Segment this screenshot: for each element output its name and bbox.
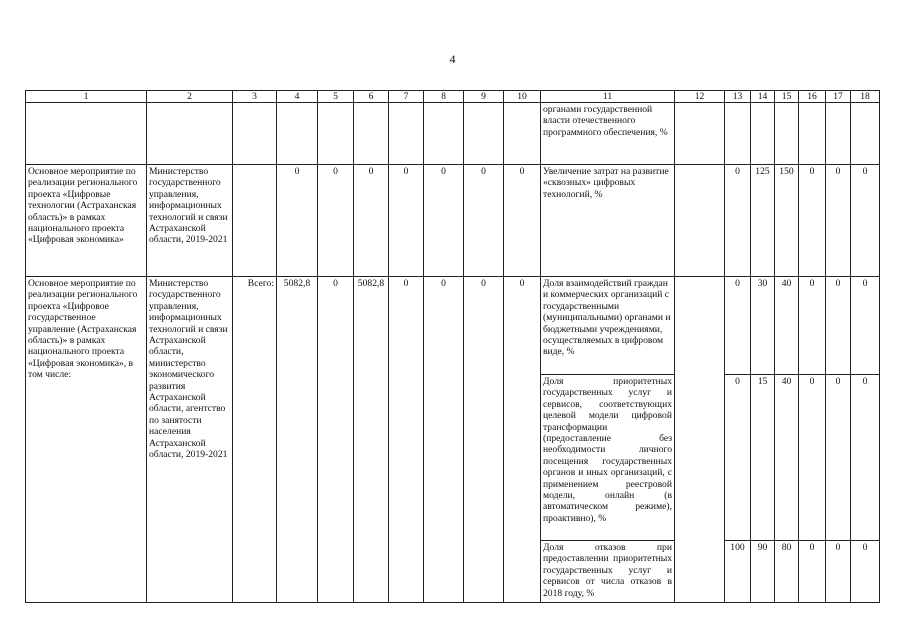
indicator-value: 150 [775,165,799,277]
indicator-value: 0 [826,375,851,541]
indicator-text: Увеличение затрат на развитие «сквозных» цифровых технологий, % [541,165,675,277]
indicator-value: 0 [851,165,880,277]
header-cell: 14 [751,91,775,103]
header-cell: 3 [233,91,277,103]
value-cell: 0 [464,165,504,277]
empty-cell [675,277,725,603]
header-cell: 5 [318,91,354,103]
header-cell: 1 [26,91,147,103]
indicator-value: 0 [725,277,751,375]
value-cell: 0 [389,277,424,603]
header-cell: 13 [725,91,751,103]
indicator-value: 0 [799,375,826,541]
value-cell: 5082,8 [277,277,318,603]
value-cell: 0 [318,277,354,603]
indicator-value: 0 [799,165,826,277]
indicator-value: 0 [725,375,751,541]
header-cell: 6 [354,91,389,103]
indicator-value: 0 [799,277,826,375]
table-row-digital-governance [26,277,880,375]
header-cell: 15 [775,91,799,103]
indicator-value: 100 [725,541,751,603]
indicator-value: 0 [826,165,851,277]
value-cell: 0 [464,277,504,603]
indicator-value: 30 [751,277,775,375]
header-cell: 18 [851,91,880,103]
header-cell: 12 [675,91,725,103]
indicator-value: 90 [751,541,775,603]
header-cell: 9 [464,91,504,103]
indicator-value: 15 [751,375,775,541]
indicator-text: Доля приоритетных государственных услуг и сервисов, соответствующих целевой модели цифровой трансформации (предоставление без необходимости личного посещения государственных органов и иных организаций, с применением реестровой модели, онлайн (в автоматическом режиме), проактивно), % [541,375,675,541]
indicator-value: 0 [826,541,851,603]
indicator-value: 125 [751,165,775,277]
header-row [26,91,880,103]
value-cell: 0 [424,277,464,603]
executor-text: Министерство государственного управления, информационных технологий и связи Астраханской области, министерство экономического развития Астраханской области, агентство по занятости населения Астраханской области, 2019-2021 [147,277,233,603]
header-cell: 8 [424,91,464,103]
funding-source: Всего: [233,277,277,603]
funding-source [233,165,277,277]
indicators-table [25,90,880,603]
table-row-digital-technologies [26,165,880,277]
indicator-value: 0 [826,277,851,375]
value-cell: 0 [504,277,541,603]
header-cell: 17 [826,91,851,103]
value-cell: 0 [318,165,354,277]
indicator-text: органами государственной власти отечественного программного обеспечения, % [541,103,675,165]
header-cell: 11 [541,91,675,103]
value-cell: 5082,8 [354,277,389,603]
indicator-text: Доля взаимодействий граждан и коммерческих организаций с государственными (муниципальными) органами и бюджетными учреждениями, осуществляемых в цифровом виде, % [541,277,675,375]
indicator-value: 0 [851,277,880,375]
indicator-text: Доля отказов при предоставлении приоритетных государственных услуг и сервисов от числа отказов в 2018 году, % [541,541,675,603]
value-cell: 0 [277,165,318,277]
indicator-value: 40 [775,277,799,375]
value-cell: 0 [424,165,464,277]
value-cell: 0 [389,165,424,277]
indicator-value: 0 [851,375,880,541]
activity-text: Основное мероприятие по реализации регионального проекта «Цифровые технологии (Астраханская область)» в рамках национального проекта «Цифровая экономика» [26,165,147,277]
header-cell: 4 [277,91,318,103]
table-row-continuation [26,103,880,165]
indicator-value: 40 [775,375,799,541]
value-cell: 0 [354,165,389,277]
empty-cell [675,165,725,277]
activity-text: Основное мероприятие по реализации регионального проекта «Цифровое государственное управление (Астраханская область)» в рамках национального проекта «Цифровая экономика», в том числе: [26,277,147,603]
indicator-value: 80 [775,541,799,603]
header-cell: 7 [389,91,424,103]
indicator-value: 0 [725,165,751,277]
executor-text: Министерство государственного управления, информационных технологий и связи Астраханской области, 2019-2021 [147,165,233,277]
header-cell: 2 [147,91,233,103]
page-number: 4 [449,52,456,66]
indicator-value: 0 [799,541,826,603]
value-cell: 0 [504,165,541,277]
header-cell: 10 [504,91,541,103]
header-cell: 16 [799,91,826,103]
indicator-value: 0 [851,541,880,603]
